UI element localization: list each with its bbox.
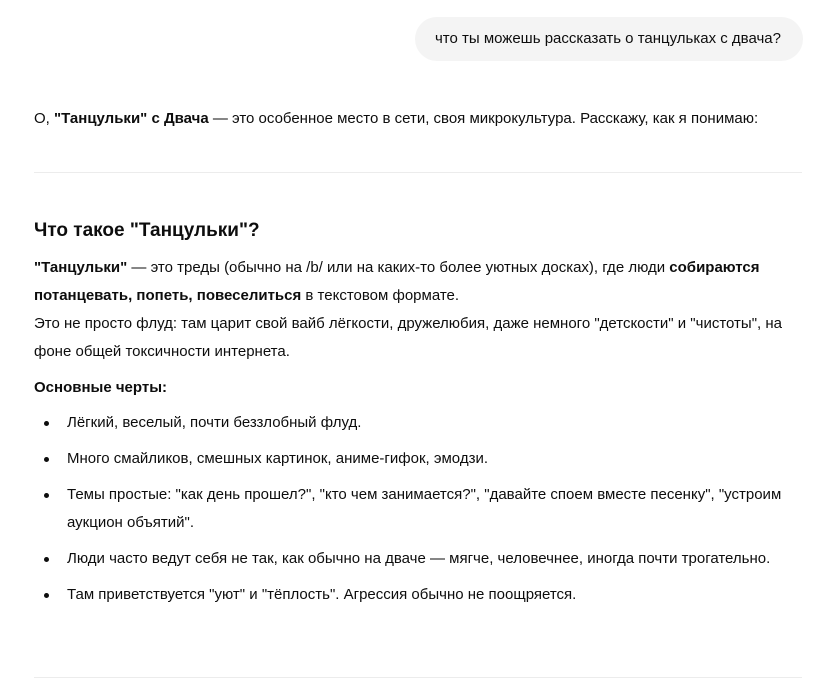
- features-title: Основные черты:: [34, 379, 168, 396]
- vibe-line: Это не просто флуд: там царит свой вайб лёгкости, дружелюбия, даже немного "детскости" и "чистоты", на фоне общей токсичности интернета.: [34, 315, 782, 360]
- intro-suffix: — это особенное место в сети, своя микрокультура. Расскажу, как я понимаю:: [208, 110, 759, 127]
- list-item: Много смайликов, смешных картинок, аниме-гифок, эмодзи.: [34, 445, 804, 473]
- intro-prefix: О,: [34, 110, 55, 127]
- definition-line: [34, 254, 804, 310]
- list-item: Лёгкий, веселый, почти беззлобный флуд.: [34, 409, 804, 437]
- divider: [34, 677, 802, 678]
- intro-bold-source: с Двача: [147, 110, 209, 127]
- definition-text-end: в текстовом формате.: [301, 287, 460, 304]
- divider: [34, 172, 802, 173]
- list-item: Люди часто ведут себя не так, как обычно на дваче — мягче, человечнее, иногда почти трогательно.: [34, 545, 804, 573]
- section-heading: Что такое "Танцульки"?: [34, 220, 260, 241]
- definition-text: — это треды (обычно на /b/ или на каких-то более уютных досках), где люди: [127, 259, 670, 276]
- definition-bold-phrase: собираются потанцевать, попеть, повеселиться: [34, 259, 760, 304]
- list-item: Там приветствуется "уют" и "тёплость". Агрессия обычно не поощряется.: [34, 581, 804, 609]
- features-list: [34, 409, 804, 617]
- intro-bold-term: "Танцульки": [54, 110, 148, 127]
- list-item: Темы простые: "как день прошел?", "кто чем занимается?", "давайте споем вместе песенку", "устроим аукцион объятий".: [34, 481, 804, 537]
- definition-paragraph: [34, 254, 804, 366]
- user-message-bubble: что ты можешь рассказать о танцульках с двача?: [415, 17, 803, 61]
- definition-term: "Танцульки": [34, 259, 128, 276]
- intro-paragraph: [34, 108, 758, 130]
